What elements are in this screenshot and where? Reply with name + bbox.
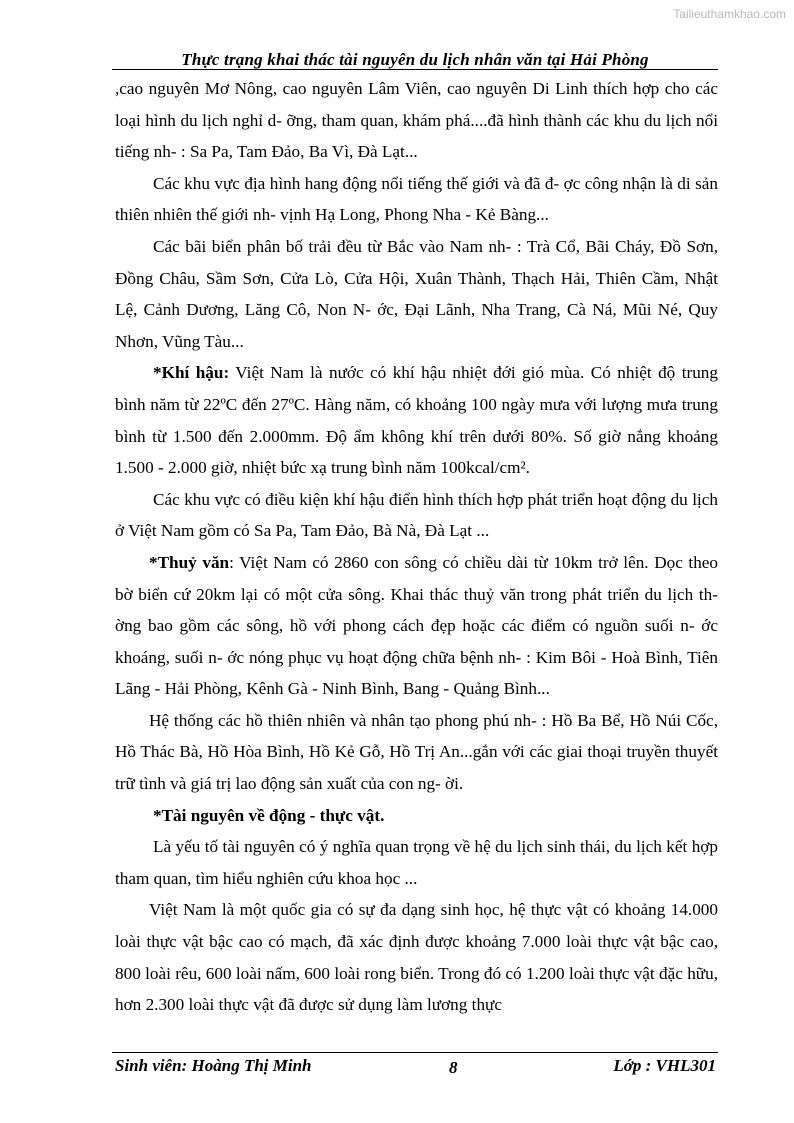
header-divider xyxy=(112,69,718,70)
hydrology-heading: *Thuỷ văn xyxy=(149,552,230,572)
footer-divider xyxy=(112,1052,718,1053)
hydrology-text: : Việt Nam có 2860 con sông có chiều dài từ 10km trở lên. Dọc theo bờ biển cứ 20km lại có một cửa sông. Khai thác thuỷ văn trong phát triển du lịch th- ờng bao gồm các sông, hồ với phong cách đẹp hoặc các điểm có nguồn suối n- ớc khoáng, suối n- ớc nóng phục vụ hoạt động chữa bệnh nh- : Kim Bôi - Hoà Bình, Tiên Lãng - Hải Phòng, Kênh Gà - Ninh Bình, Bang - Quảng Bình... xyxy=(115,552,719,699)
footer-student-name: Sinh viên: Hoàng Thị Minh xyxy=(115,1056,312,1075)
page-header-title: Thực trạng khai thác tài nguyên du lịch nhân văn tại Hải Phòng xyxy=(181,50,649,69)
footer-class: Lớp : VHL301 xyxy=(613,1056,716,1075)
paragraph-biodiversity: Việt Nam là một quốc gia có sự đa dạng sinh học, hệ thực vật có khoảng 14.000 loài thực vật bậc cao có mạch, đã xác định được khoảng 7.000 loài thực vật bậc cao, 800 loài rêu, 600 loài nấm, 600 loài rong biển. Trong đó có 1.200 loài thực vật đặc hữu, hơn 2.300 loài thực vật đã được sử dụng làm lương thực xyxy=(115,900,718,1015)
climate-heading: *Khí hậu: xyxy=(153,363,230,383)
paragraph-climate xyxy=(115,357,718,483)
paragraph-caves: Các khu vực địa hình hang động nổi tiếng thế giới và đã đ- ợc công nhận là di sản thiên nhiên thế giới nh- vịnh Hạ Long, Phong Nha - Kẻ Bàng... xyxy=(115,173,718,225)
flora-fauna-heading: *Tài nguyên về động - thực vật. xyxy=(153,805,385,825)
paragraph-highlands: ,cao nguyên Mơ Nông, cao nguyên Lâm Viên, cao nguyên Di Linh thích hợp cho các loại hình du lịch nghỉ d- ỡng, tham quan, khám phá....đã hình thành các khu du lịch nổi tiếng nh- : Sa Pa, Tam Đảo, Ba Vì, Đà Lạt... xyxy=(115,79,718,162)
document-body xyxy=(115,73,718,1021)
climate-text: Việt Nam là nước có khí hậu nhiệt đới gió mùa. Có nhiệt độ trung bình năm từ 22ºC đến 27ºC. Hàng năm, có khoảng 100 ngày mưa với lượng mưa trung bình từ 1.500 đến 2.000mm. Độ ẩm không khí trên dưới 80%. Số giờ nắng khoảng 1.500 - 2.000 giờ, nhiệt bức xạ trung bình năm 100kcal/cm². xyxy=(115,363,718,478)
paragraph-ecotourism: Là yếu tố tài nguyên có ý nghĩa quan trọng về hệ du lịch sinh thái, du lịch kết hợp tham quan, tìm hiểu nghiên cứu khoa học ... xyxy=(115,837,718,888)
footer-page-number: 8 xyxy=(449,1058,458,1077)
paragraph-hydrology xyxy=(115,547,718,705)
paragraph-beaches: Các bãi biển phân bố trải đều từ Bắc vào Nam nh- : Trà Cổ, Bãi Cháy, Đồ Sơn, Đồng Châu, Sầm Sơn, Cửa Lò, Cửa Hội, Xuân Thành, Thạch Hải, Thiên Cầm, Nhật Lệ, Cảnh Dương, Lăng Cô, Non N- ớc, Đại Lãnh, Nha Trang, Cà Ná, Mũi Né, Quy Nhơn, Vũng Tàu... xyxy=(115,236,718,351)
paragraph-climate-areas: Các khu vực có điều kiện khí hậu điển hình thích hợp phát triển hoạt động du lịch ở Việt Nam gồm có Sa Pa, Tam Đảo, Bà Nà, Đà Lạt ... xyxy=(115,489,718,541)
watermark-text: Tailieuthamkhao.com xyxy=(673,7,786,21)
paragraph-flora-fauna-heading xyxy=(115,800,718,832)
paragraph-lakes: Hệ thống các hồ thiên nhiên và nhân tạo phong phú nh- : Hồ Ba Bể, Hồ Núi Cốc, Hồ Thác Bà, Hồ Hòa Bình, Hồ Kẻ Gỗ, Hồ Trị An...gắn với các giai thoại truyền thuyết trữ tình và giá trị lao động sản xuất của con ng- ời. xyxy=(115,710,718,794)
page-footer xyxy=(115,1056,718,1080)
